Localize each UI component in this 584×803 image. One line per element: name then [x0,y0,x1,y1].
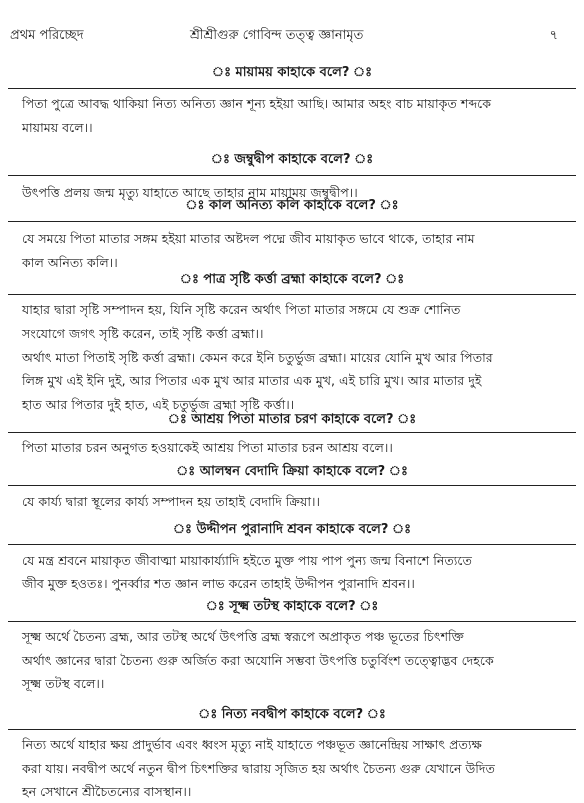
answer-line: যাহার দ্বারা সৃষ্টি সম্পাদন হয়, যিনি সৃষ্টি করেন অর্থাৎ পিতা মাতার সঙ্গমে যে শুক্র শোনিত [22,302,461,317]
question-heading: ঃ কাল অনিত্য কলি কাহাকে বলে? ঃ [185,198,399,213]
page-number: ৭ [549,28,558,43]
chapter-label: প্রথম পরিচ্ছেদ [10,28,84,43]
answer-line: কাল অনিত্য কলি।। [22,255,118,270]
answer-line: পিতা পুত্রে আবদ্ধ থাকিয়া নিত্য অনিত্য জ্ঞান শূন্য হইয়া আছি। আমার অহং বাচ মায়াকৃত শব্দকে [22,96,492,111]
answer-line: অর্থাৎ জ্ঞানের দ্বারা চৈতন্য গুরু অর্জিত করা অযোনি সম্ভবা উৎপত্তি চতুর্বিংশ তত্ত্বোদ্ভব দেহকে [22,653,494,668]
heading-divider [8,621,576,622]
answer-line: যে কার্য্য দ্বারা স্থূলের কার্য্য সম্পাদন হয় তাহাই বেদাদি ক্রিয়া।। [22,494,321,509]
question-heading: ঃ জম্বুদ্বীপ কাহাকে বলে? ঃ [210,152,374,167]
question-heading: ঃ উদ্দীপন পুরানাদি শ্রবন কাহাকে বলে? ঃ [172,522,412,537]
answer-line: করা যায়। নবদ্বীপ অর্থে নতুন দ্বীপ চিৎশক্তির দ্বারায় সৃজিত হয় অর্থাৎ চৈতন্য গুরু যেখানে উদিত [22,761,495,776]
answer-line: যে সময়ে পিতা মাতার সঙ্গম হইয়া মাতার অষ্টদল পদ্মে জীব মায়াকৃত ভাবে থাকে, তাহার নাম [22,231,475,246]
question-heading: ঃ আলম্বন বেদাদি ক্রিয়া কাহাকে বলে? ঃ [176,464,408,479]
answer-line: সূক্ষ্ম অর্থে চৈতন্য ব্রহ্ম, আর তটস্থ অর্থে উৎপত্তি ব্রহ্ম স্বরূপে অপ্রাকৃত পঞ্চ ভূতের চিৎশক্তি [22,629,464,644]
answer-line: জীব মুক্ত হওতঃ। পুনর্ব্বার শত জ্ঞান লাভ করেন তাহাই উদ্দীপন পুরানাদি শ্রবন।। [22,576,415,591]
heading-divider [8,221,576,222]
heading-divider [8,485,576,486]
answer-line: উৎপত্তি প্রলয় জন্ম মৃত্যু যাহাতে আছে তাহার নাম মায়াময় জম্বুদ্বীপ।। [22,185,358,200]
question-heading: ঃ সূক্ষ্ম তটস্থ কাহাকে বলে? ঃ [205,599,379,614]
heading-divider [8,432,576,433]
question-heading: ঃ পাত্র সৃষ্টি কর্ত্তা ব্রহ্মা কাহাকে বলে? ঃ [179,272,405,287]
question-heading: ঃ নিত্য নবদ্বীপ কাহাকে বলে? ঃ [198,707,386,722]
heading-divider [8,175,576,176]
heading-divider [8,88,576,89]
question-heading: ঃ মায়াময় কাহাকে বলে? ঃ [211,65,373,80]
question-heading: ঃ আশ্রয় পিতা মাতার চরণ কাহাকে বলে? ঃ [167,412,417,427]
heading-divider [8,294,576,295]
answer-line: হন সেখানে শ্রীচৈতন্যের বাসস্থান।। [22,784,192,799]
heading-divider [8,544,576,545]
answer-line: সূক্ষ্ম তটস্থ বলে।। [22,676,105,691]
answer-line: সংযোগে জগৎ সৃষ্টি করেন, তাই সৃষ্টি কর্ত্তা ব্রহ্মা।। [22,326,264,341]
answer-line: লিঙ্গ মুখ এই ইনি দুই, আর পিতার এক মুখ আর মাতার এক মুখ, এই চারি মুখ। আর মাতার দুই [22,373,482,388]
heading-divider [8,729,576,730]
answer-line: নিত্য অর্থে যাহার ক্ষয় প্রাদুর্ভাব এবং ধ্বংস মৃত্যু নাই যাহাতে পঞ্চভূত জ্ঞানেন্দ্রিয় সাক্ষাৎ প্রত্যক্ষ [22,737,482,752]
book-title: শ্রীশ্রীগুরু গোবিন্দ তত্ত্ব জ্ঞানামৃত [190,28,364,43]
answer-line: পিতা মাতার চরন অনুগত হওয়াকেই আশ্রয় পিতা মাতার চরন আশ্রয় বলে।। [22,440,393,455]
answer-line: অর্থাৎ মাতা পিতাই সৃষ্টি কর্ত্তা ব্রহ্মা। কেমন করে ইনি চতুর্ভুজ ব্রহ্মা। মায়ের যোনি মুখ আর পিতার [22,350,493,365]
answer-line: যে মন্ত্র শ্রবনে মায়াকৃত জীবাত্মা মায়াকার্য্যাদি হইতে মুক্ত পায় পাপ পুন্য জন্ম বিনাশে নিত্যতে [22,553,472,568]
answer-line: মায়াময় বলে।। [22,120,93,135]
answer-line: হাত আর পিতার দুই হাত, এই চতুর্ভুজ ব্রহ্মা সৃষ্টি কর্ত্তা।। [22,397,295,412]
page-header [0,26,584,46]
